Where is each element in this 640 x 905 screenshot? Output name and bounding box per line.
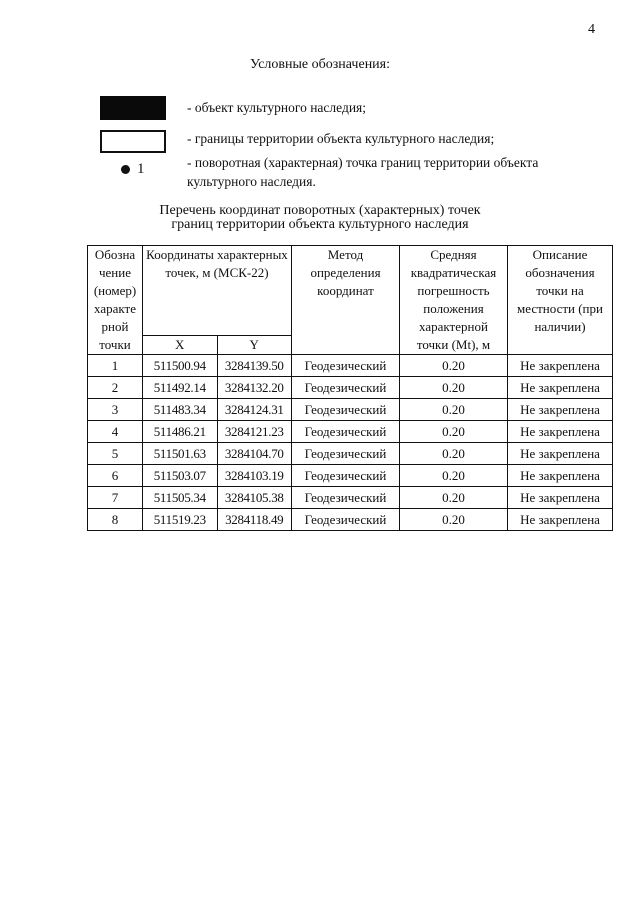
- cell-method: Геодезический: [292, 509, 400, 531]
- table-row: [88, 465, 613, 487]
- cell-y: 3284105.38: [217, 487, 292, 509]
- cell-x: 511505.34: [143, 487, 218, 509]
- header-method: Метод определения координат: [292, 246, 400, 355]
- table-row: [88, 421, 613, 443]
- cell-error: 0.20: [400, 443, 508, 465]
- list-title: [0, 204, 640, 232]
- point-marker-label: 1: [137, 161, 145, 177]
- cell-error: 0.20: [400, 377, 508, 399]
- filled-rectangle-icon: [100, 96, 166, 120]
- cell-description: Не закреплена: [508, 443, 613, 465]
- cell-error: 0.20: [400, 421, 508, 443]
- header-error: Средняя квадратическая погрешность положения характерной точки (Mt), м: [400, 246, 508, 355]
- page-number: 4: [588, 22, 595, 37]
- cell-y: 3284121.23: [217, 421, 292, 443]
- cell-method: Геодезический: [292, 399, 400, 421]
- list-title-line1: Перечень координат поворотных (характерных) точек: [159, 203, 481, 218]
- header-description: Описание обозначения точки на местности (при наличии): [508, 246, 613, 355]
- cell-point-number: 1: [88, 355, 143, 377]
- cell-y: 3284124.31: [217, 399, 292, 421]
- cell-description: Не закреплена: [508, 421, 613, 443]
- legend-item-heritage-object: - объект культурного наследия;: [187, 100, 367, 115]
- cell-x: 511500.94: [143, 355, 218, 377]
- header-coordinates: Координаты характерных точек, м (МСК-22): [143, 246, 292, 336]
- header-y: Y: [217, 336, 292, 355]
- cell-x: 511486.21: [143, 421, 218, 443]
- cell-point-number: 5: [88, 443, 143, 465]
- cell-method: Геодезический: [292, 421, 400, 443]
- cell-y: 3284103.19: [217, 465, 292, 487]
- cell-error: 0.20: [400, 487, 508, 509]
- cell-description: Не закреплена: [508, 509, 613, 531]
- cell-error: 0.20: [400, 509, 508, 531]
- cell-error: 0.20: [400, 399, 508, 421]
- cell-method: Геодезический: [292, 487, 400, 509]
- cell-y: 3284118.49: [217, 509, 292, 531]
- table-row: [88, 443, 613, 465]
- cell-description: Не закреплена: [508, 399, 613, 421]
- legend-item-turning-point: - поворотная (характерная) точка границ территории объекта культурного наследия.: [187, 155, 539, 189]
- table-row: [88, 399, 613, 421]
- cell-point-number: 2: [88, 377, 143, 399]
- cell-method: Геодезический: [292, 377, 400, 399]
- cell-x: 511519.23: [143, 509, 218, 531]
- cell-method: Геодезический: [292, 465, 400, 487]
- cell-error: 0.20: [400, 355, 508, 377]
- point-dot-icon: [121, 165, 130, 174]
- cell-point-number: 7: [88, 487, 143, 509]
- cell-point-number: 4: [88, 421, 143, 443]
- cell-description: Не закреплена: [508, 377, 613, 399]
- coordinates-table: [87, 245, 613, 531]
- legend-title: Условные обозначения:: [249, 57, 391, 72]
- cell-y: 3284104.70: [217, 443, 292, 465]
- cell-method: Геодезический: [292, 355, 400, 377]
- cell-y: 3284139.50: [217, 355, 292, 377]
- cell-x: 511501.63: [143, 443, 218, 465]
- cell-description: Не закреплена: [508, 487, 613, 509]
- cell-error: 0.20: [400, 465, 508, 487]
- cell-method: Геодезический: [292, 443, 400, 465]
- cell-description: Не закреплена: [508, 465, 613, 487]
- cell-x: 511503.07: [143, 465, 218, 487]
- cell-point-number: 8: [88, 509, 143, 531]
- table-row: [88, 487, 613, 509]
- cell-x: 511492.14: [143, 377, 218, 399]
- cell-description: Не закреплена: [508, 355, 613, 377]
- table-row: [88, 377, 613, 399]
- header-x: X: [143, 336, 218, 355]
- cell-x: 511483.34: [143, 399, 218, 421]
- table-row: [88, 355, 613, 377]
- header-designation: Обозна чение (номер) характе рной точки: [88, 246, 143, 355]
- cell-y: 3284132.20: [217, 377, 292, 399]
- table-row: [88, 509, 613, 531]
- cell-point-number: 6: [88, 465, 143, 487]
- legend-item-territory-boundary: - границы территории объекта культурного наследия;: [187, 131, 495, 146]
- list-title-line2: границ территории объекта культурного наследия: [171, 217, 469, 232]
- outlined-rectangle-icon: [100, 130, 166, 153]
- cell-point-number: 3: [88, 399, 143, 421]
